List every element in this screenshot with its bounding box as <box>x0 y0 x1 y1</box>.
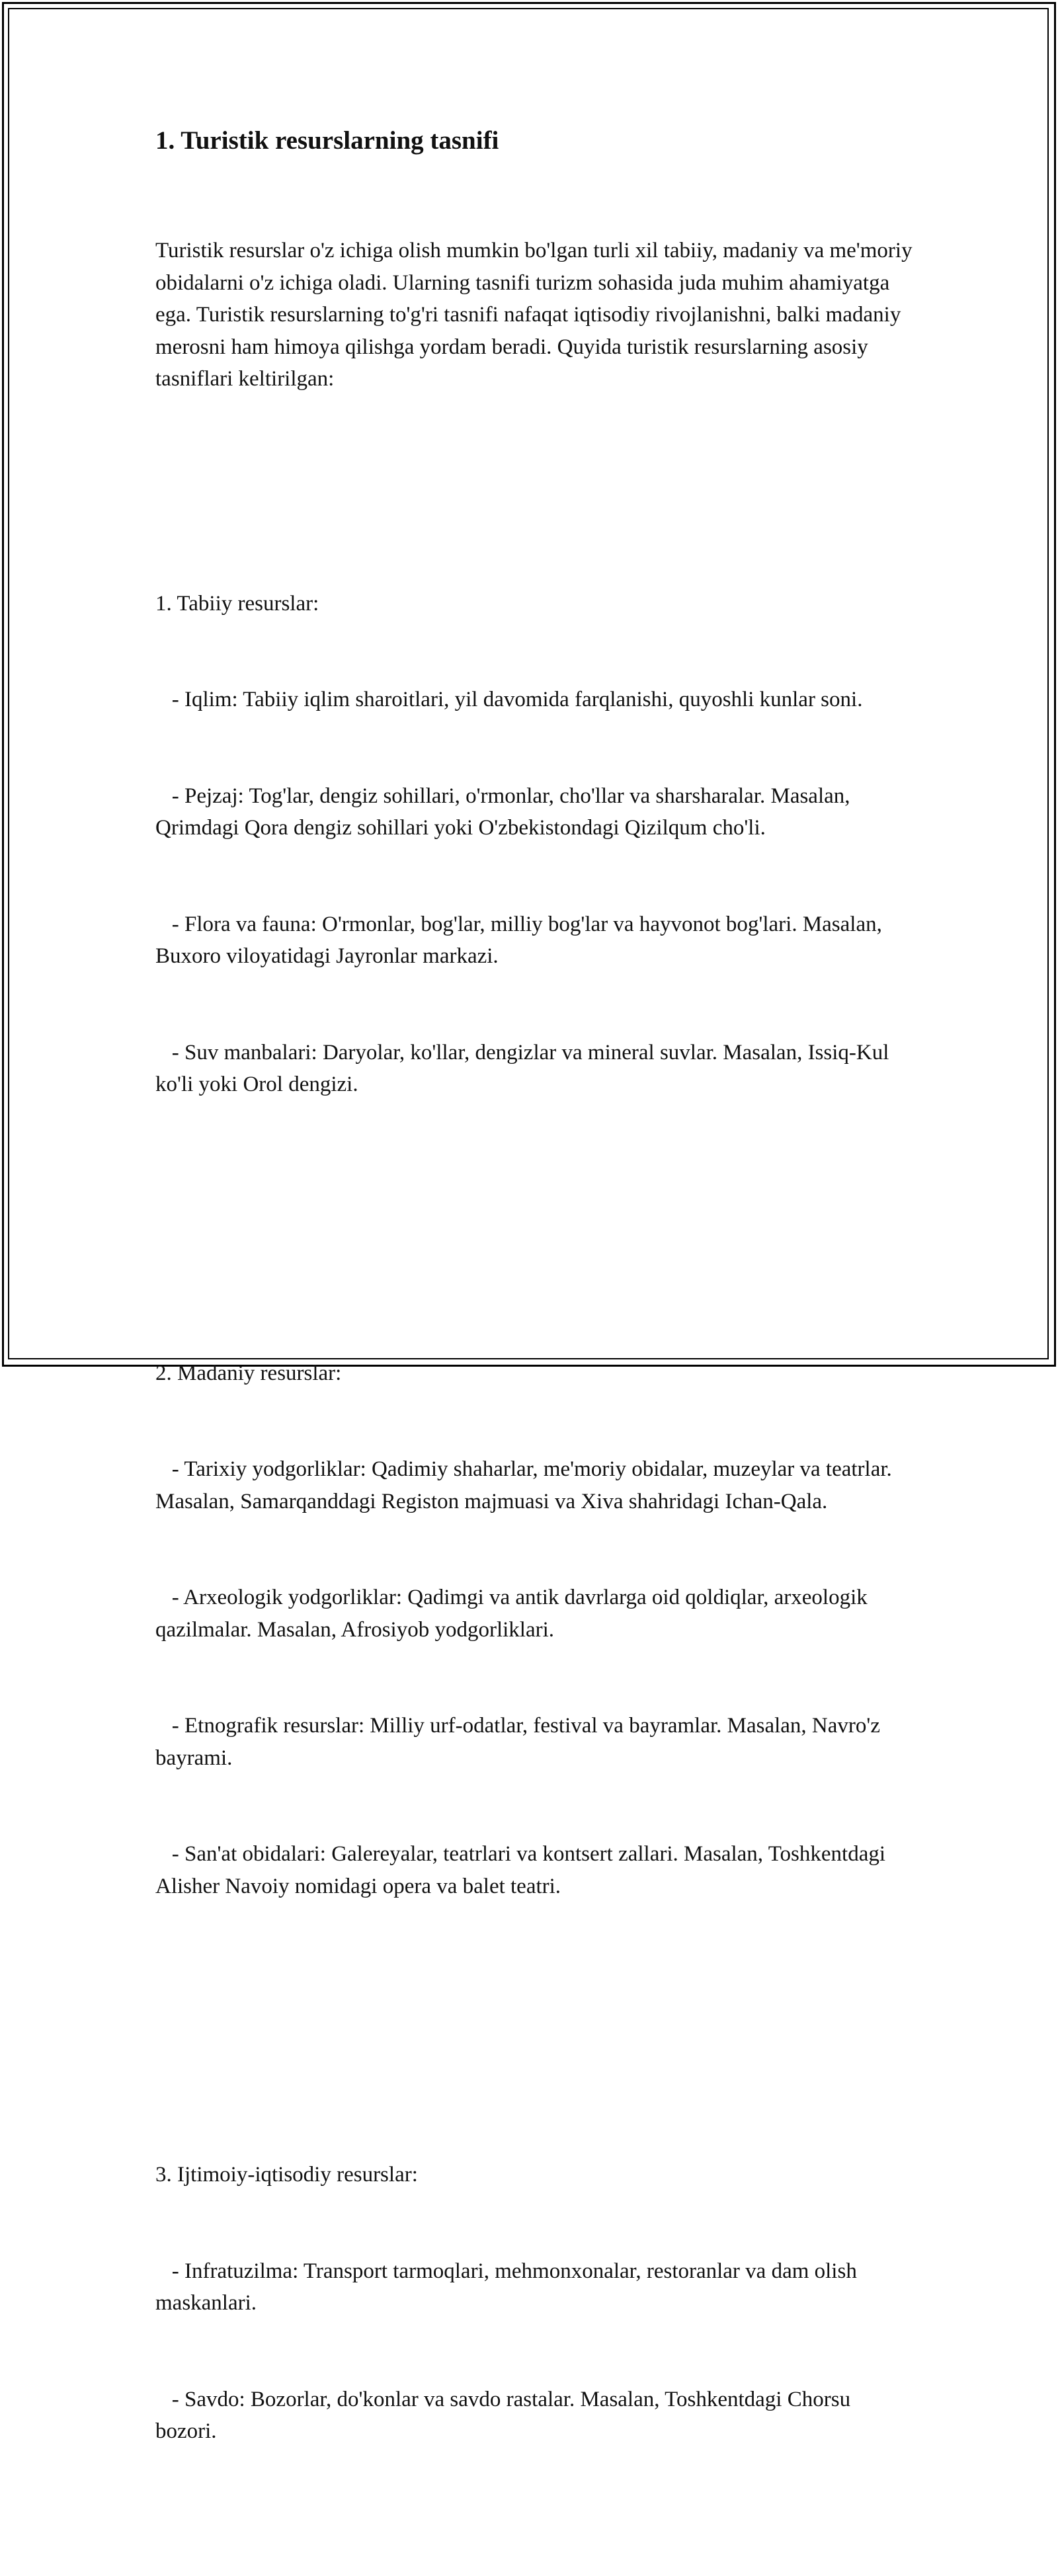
section-socioeconomic-resources <box>155 2095 916 2512</box>
list-item: - Savdo: Bozorlar, do'konlar va savdo rastalar. Masalan, Toshkentdagi Chorsu bozori. <box>155 2387 856 2443</box>
intro-paragraph: Turistik resurslar o'z ichiga olish mumkin bo'lgan turli xil tabiiy, madaniy va me'moriy obidalarni o'z ichiga oladi. Ularning tasnifi turizm sohasida juda muhim ahamiyatga ega. Turistik resurslarning to'g'ri tasnifi nafaqat iqtisodiy rivojlanishni, balki madaniy merosni ham himoya qilishga yordam beradi. Quyida turistik resurslarning asosiy tasniflari keltirilgan: <box>155 239 918 391</box>
document-body <box>155 124 916 2576</box>
list-item: - Etnografik resurslar: Milliy urf-odatlar, festival va bayramlar. Masalan, Navro'z bayrami. <box>155 1714 886 1770</box>
section-natural-resources <box>155 524 916 1165</box>
list-item: - Arxeologik yodgorliklar: Qadimgi va antik davrlarga oid qoldiqlar, arxeologik qazilmalar. Masalan, Afrosiyob yodgorliklari. <box>155 1586 873 1642</box>
list-item: - Tarixiy yodgorliklar: Qadimiy shaharlar, me'moriy obidalar, muzeylar va teatrlar. Masalan, Samarqanddagi Registon majmuasi va Xiva shahridagi Ichan-Qala. <box>155 1457 898 1513</box>
section-heading: 1. Tabiiy resurslar: <box>155 591 319 616</box>
list-item: - San'at obidalari: Galereyalar, teatrlari va kontsert zallari. Masalan, Toshkentdagi Alisher Navoiy nomidagi opera va balet teatri. <box>155 1842 890 1898</box>
list-item: - Pejzaj: Tog'lar, dengiz sohillari, o'rmonlar, cho'llar va sharsharalar. Masalan, Qrimdagi Qora dengiz sohillari yoki O'zbekistondagi Qizilqum cho'li. <box>155 784 856 840</box>
list-item: - Iqlim: Tabiiy iqlim sharoitlari, yil davomida farqlanishi, quyoshli kunlar soni. <box>171 688 863 711</box>
list-item: - Infratuzilma: Transport tarmoqlari, mehmonxonalar, restoranlar va dam olish maskanlari. <box>155 2259 863 2315</box>
document-title: 1. Turistik resurslarning tasnifi <box>155 126 499 155</box>
section-cultural-resources <box>155 1293 916 1967</box>
list-item: - Flora va fauna: O'rmonlar, bog'lar, milliy bog'lar va hayvonot bog'lari. Masalan, Buxoro viloyatidagi Jayronlar markazi. <box>155 912 888 968</box>
section-heading: 3. Ijtimoiy-iqtisodiy resurslar: <box>155 2163 418 2187</box>
list-item: - Suv manbalari: Daryolar, ko'llar, dengizlar va mineral suvlar. Masalan, Issiq-Kul ko'li yoki Orol dengizi. <box>155 1040 895 1096</box>
section-heading: 2. Madaniy resurslar: <box>155 1361 342 1385</box>
